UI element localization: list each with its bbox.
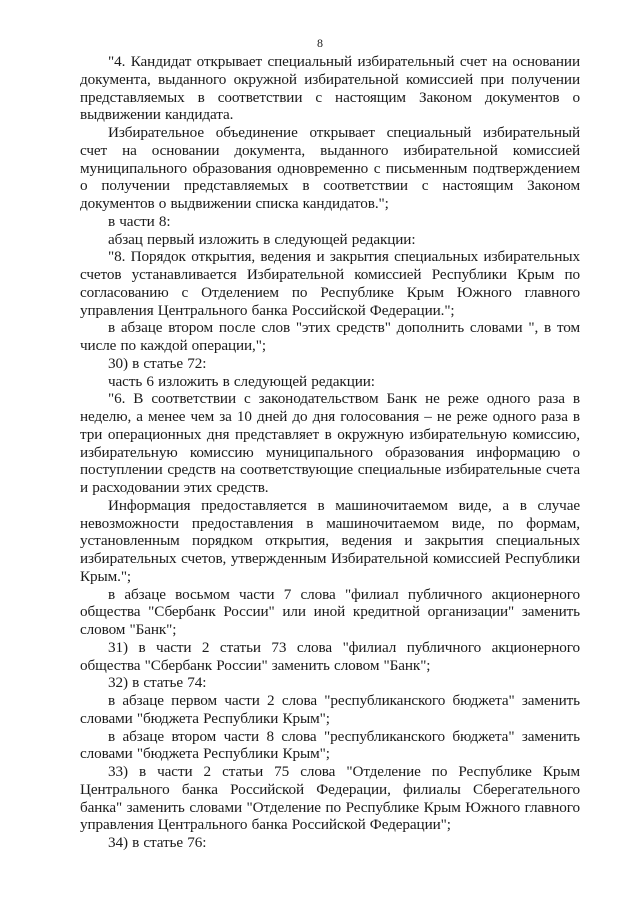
- paragraph: 34) в статье 76:: [108, 834, 207, 851]
- paragraph: 32) в статье 74:: [108, 674, 207, 692]
- paragraph: 31) в части 2 статьи 73 слова "филиал публичного акционерного общества "Сбербанк России" заменить словом "Банк";: [80, 638, 580, 674]
- paragraph: в части 8:: [108, 212, 171, 230]
- page-number: 8: [317, 36, 323, 50]
- paragraph: Избирательное объединение открывает специальный избирательный счет на основании документа, выданного избирательной комиссией муниципального образования одновременно с письменным подтверждением о получении представляемых в соответствии с настоящим Законом документов о выдвижении списка кандидатов.";: [80, 124, 580, 212]
- document-body: [80, 53, 580, 852]
- paragraph: часть 6 изложить в следующей редакции:: [108, 372, 375, 390]
- paragraph: в абзаце восьмом части 7 слова "филиал публичного акционерного общества "Сбербанк России" или иной кредитной организации" заменить словом "Банк";: [80, 585, 580, 638]
- paragraph: "6. В соответствии с законодательством Банк не реже одного раза в неделю, а менее чем за 10 дней до дня голосования – не реже одного раза в три операционных дня представляет в окружную избирательную комиссию, избирательную комиссию муниципального образования информацию о поступлении средств на соответствующие специальные избирательные счета и расходовании этих средств.: [80, 390, 580, 496]
- paragraph: 30) в статье 72:: [108, 354, 207, 372]
- paragraph: в абзаце первом части 2 слова "республиканского бюджета" заменить словами "бюджета Республики Крым";: [80, 692, 580, 727]
- paragraph: абзац первый изложить в следующей редакции:: [108, 230, 416, 248]
- paragraph: "4. Кандидат открывает специальный избирательный счет на основании документа, выданного окружной избирательной комиссией при получении представляемых в соответствии с настоящим Законом документов о выдвижении кандидата.: [80, 53, 580, 124]
- paragraph: Информация предоставляется в машиночитаемом виде, а в случае невозможности предоставления в машиночитаемом виде, по формам, установленным порядком открытия, ведения и закрытия специальных избирательных счетов, утвержденным Избирательной комиссией Республики Крым.";: [80, 496, 580, 585]
- paragraph: в абзаце втором части 8 слова "республиканского бюджета" заменить словами "бюджета Республики Крым";: [80, 727, 580, 763]
- paragraph: "8. Порядок открытия, ведения и закрытия специальных избирательных счетов устанавливается Избирательной комиссией Республики Крым по согласованию с Отделением по Республике Крым Южного главного управления Центрального банка Российской Федерации.";: [80, 248, 580, 319]
- paragraph: в абзаце втором после слов "этих средств" дополнить словами ", в том числе по каждой операции,";: [80, 319, 580, 354]
- paragraph: 33) в части 2 статьи 75 слова "Отделение по Республике Крым Центрального банка Российской Федерации, филиалы Сберегательного банка" заменить словами "Отделение по Республике Крым Южного главного управления Центрального банка Российской Федерации";: [80, 763, 580, 834]
